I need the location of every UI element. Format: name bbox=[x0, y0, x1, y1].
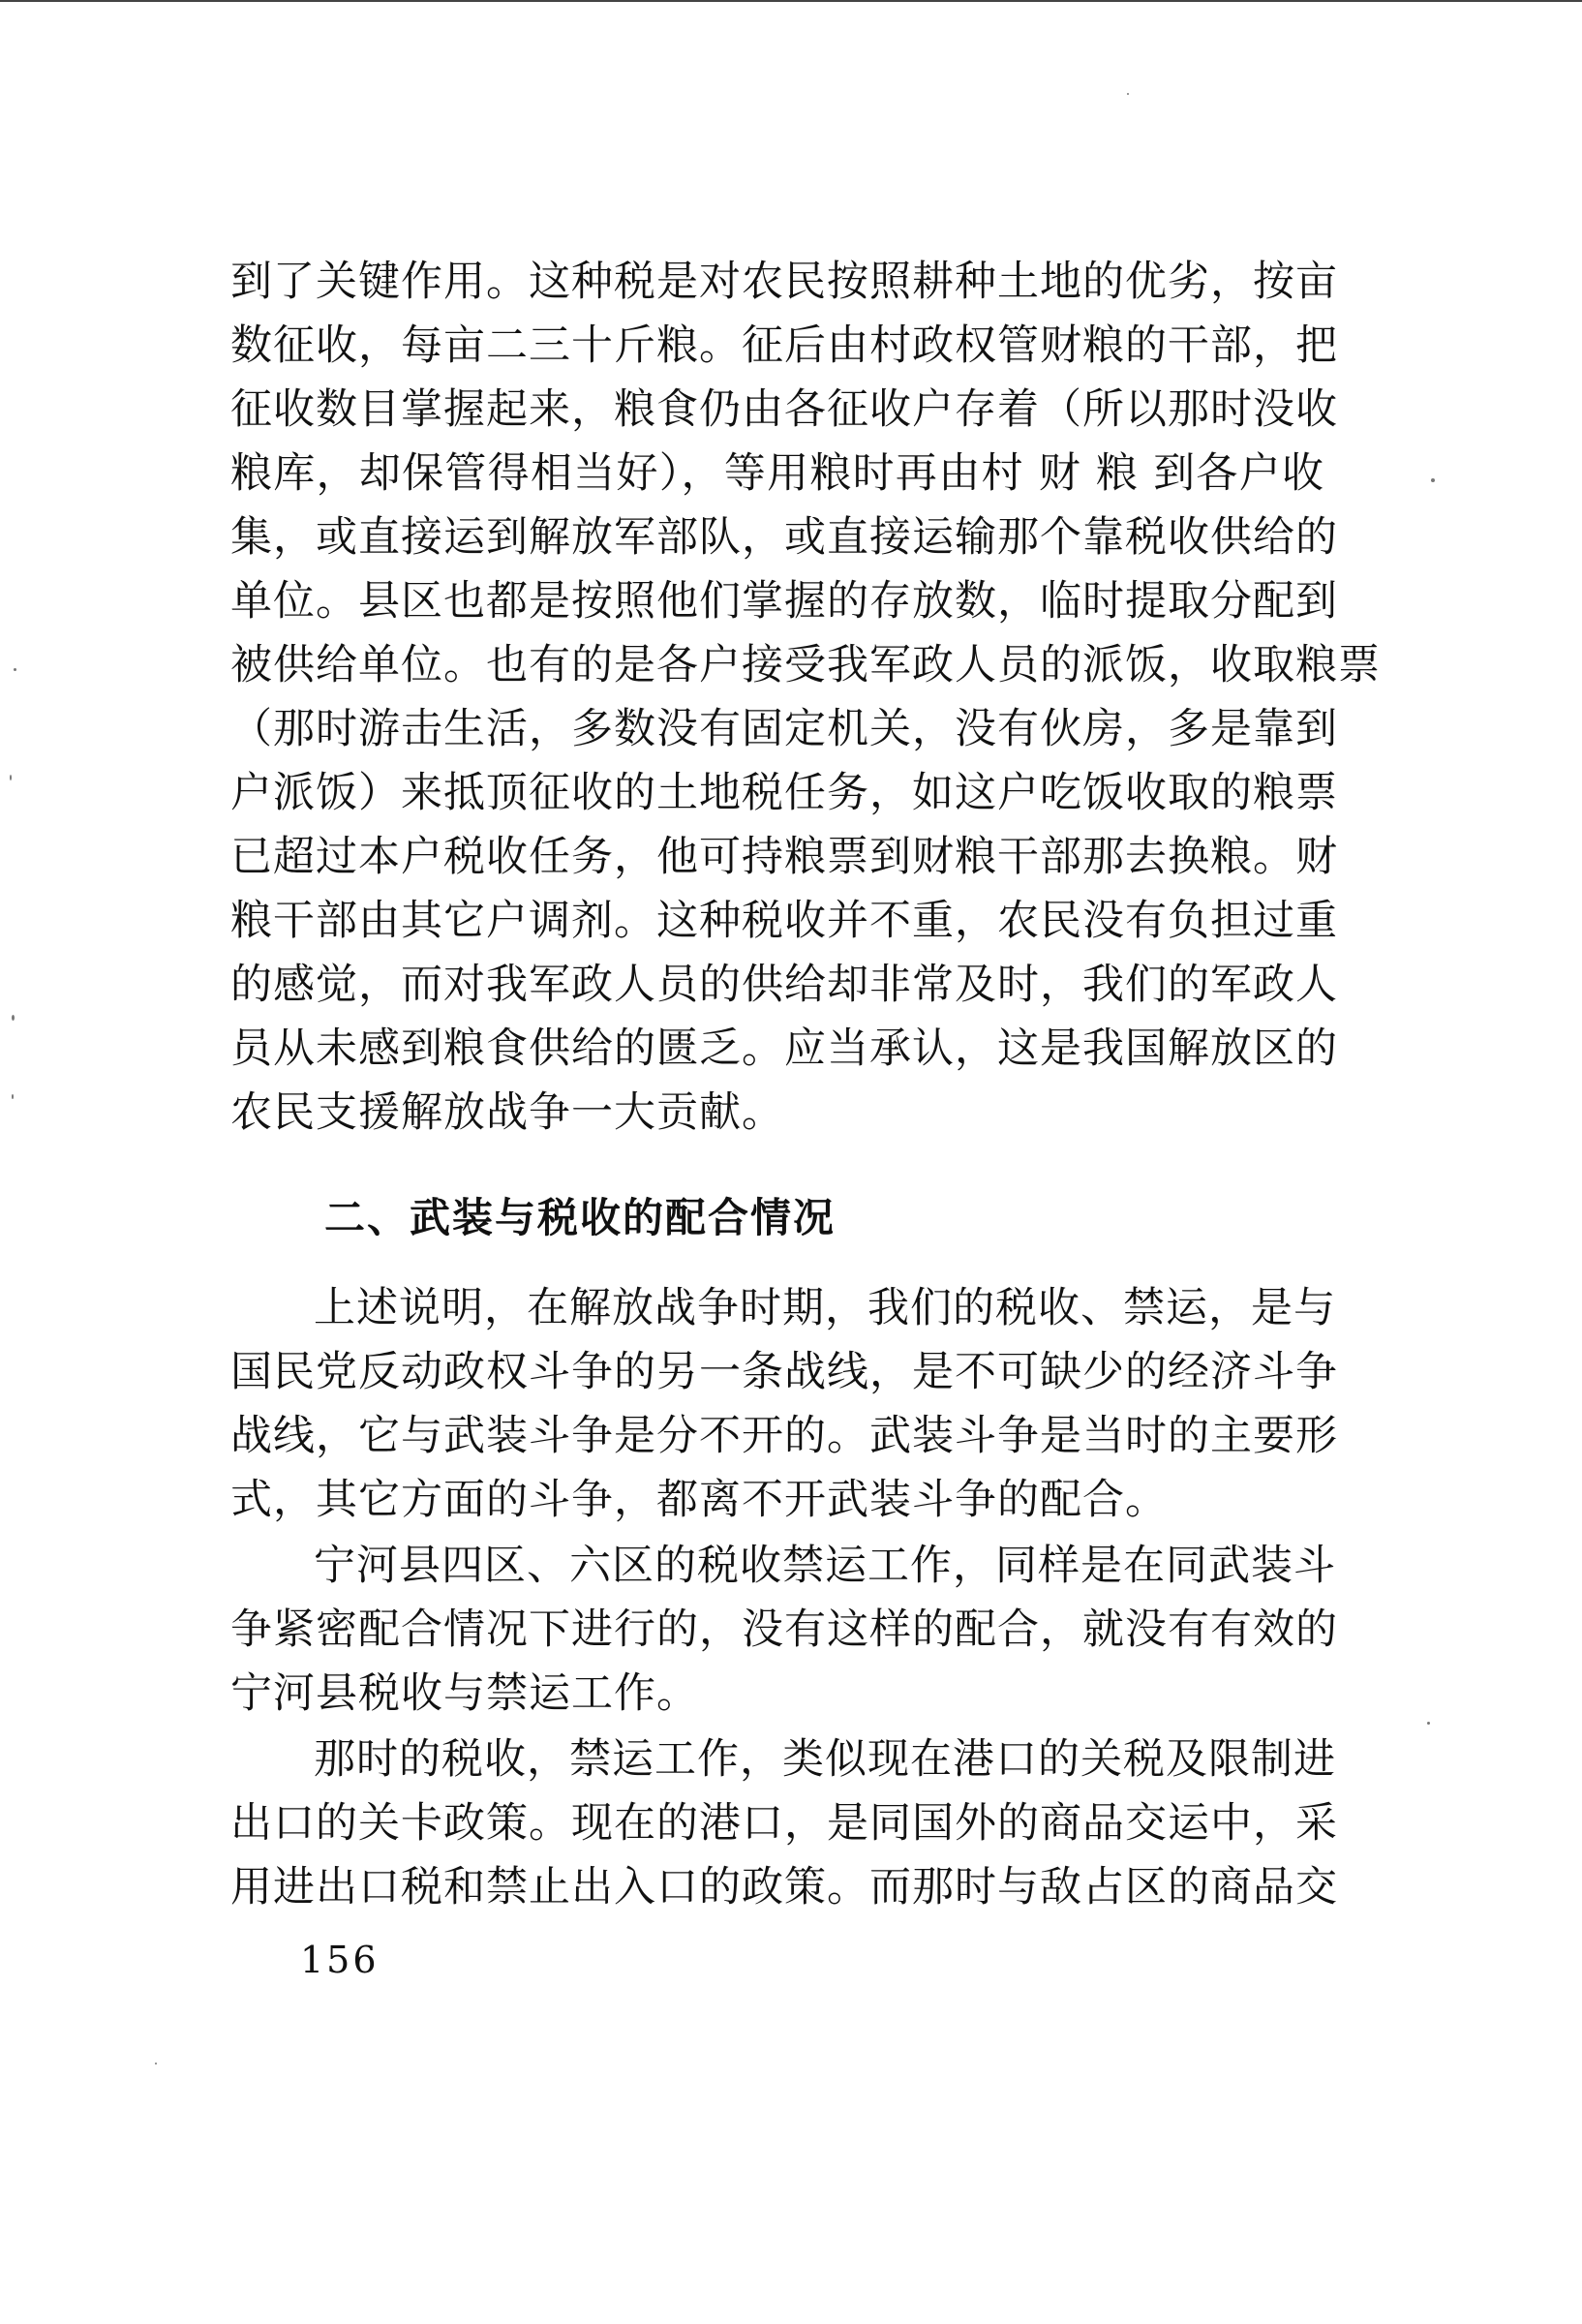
text-line: 农民支援解放战争一大贡献。 bbox=[230, 1088, 784, 1137]
text-line: 征收数目掌握起来，粮食仍由各征收户存着（所以那时没收 bbox=[230, 385, 1338, 434]
scan-speck bbox=[10, 775, 12, 780]
scan-speck bbox=[155, 2063, 157, 2064]
scan-speck bbox=[1127, 93, 1129, 95]
text-line: 出口的关卡政策。现在的港口，是同国外的商品交运中，采 bbox=[230, 1799, 1338, 1848]
text-line: 集，或直接运到解放军部队，或直接运输那个靠税收供给的 bbox=[230, 513, 1338, 562]
text-line: 宁河县税收与禁运工作。 bbox=[230, 1669, 699, 1718]
page-number: 156 bbox=[300, 1939, 380, 1981]
scan-speck bbox=[1427, 1722, 1430, 1725]
text-line: 式，其它方面的斗争，都离不开武装斗争的配合。 bbox=[230, 1476, 1168, 1524]
paragraph-2 bbox=[230, 1276, 1338, 1532]
text-line: 单位。县区也都是按照他们掌握的存放数，临时提取分配到 bbox=[230, 577, 1338, 626]
text-line: 战线，它与武装斗争是分不开的。武装斗争是当时的主要形 bbox=[230, 1412, 1338, 1460]
scan-speck bbox=[12, 1015, 15, 1021]
text-line: 用进出口税和禁止出入口的政策。而那时与敌占区的商品交 bbox=[230, 1863, 1338, 1911]
text-line: 争紧密配合情况下进行的，没有这样的配合，就没有有效的 bbox=[230, 1605, 1338, 1654]
text-line: 那时的税收，禁运工作，类似现在港口的关税及限制进 bbox=[314, 1735, 1336, 1784]
paragraph-3 bbox=[230, 1534, 1338, 1726]
paragraph-1 bbox=[230, 250, 1381, 1145]
text-line: （那时游击生活，多数没有固定机关，没有伙房，多是靠到 bbox=[230, 705, 1338, 753]
paragraph-4 bbox=[230, 1728, 1338, 1919]
section-heading: 二、武装与税收的配合情况 bbox=[324, 1194, 837, 1241]
text-line: 粮干部由其它户调剂。这种税收并不重，农民没有负担过重 bbox=[230, 897, 1338, 945]
text-line: 粮库，却保管得相当好），等用粮时再由村 财 粮 到各户收 bbox=[230, 449, 1324, 498]
scan-speck bbox=[14, 668, 16, 671]
text-line: 的感觉，而对我军政人员的供给却非常及时，我们的军政人 bbox=[230, 961, 1338, 1009]
text-line: 宁河县四区、六区的税收禁运工作，同样是在同武装斗 bbox=[314, 1542, 1336, 1590]
text-line: 被供给单位。也有的是各户接受我军政人员的派饭，收取粮票 bbox=[230, 641, 1381, 689]
scan-speck bbox=[1431, 478, 1435, 482]
text-line: 数征收，每亩二三十斤粮。征后由村政权管财粮的干部，把 bbox=[230, 321, 1338, 370]
scan-speck bbox=[12, 1094, 14, 1099]
text-line: 国民党反动政权斗争的另一条战线，是不可缺少的经济斗争 bbox=[230, 1348, 1338, 1396]
text-line: 到了关键作用。这种税是对农民按照耕种土地的优劣，按亩 bbox=[230, 258, 1338, 306]
text-line: 已超过本户税收任务，他可持粮票到财粮干部那去换粮。财 bbox=[230, 833, 1338, 881]
text-line: 员从未感到粮食供给的匮乏。应当承认，这是我国解放区的 bbox=[230, 1024, 1338, 1073]
text-line: 户派饭）来抵顶征收的土地税任务，如这户吃饭收取的粮票 bbox=[230, 769, 1338, 817]
text-line: 上述说明，在解放战争时期，我们的税收、禁运，是与 bbox=[314, 1284, 1336, 1332]
